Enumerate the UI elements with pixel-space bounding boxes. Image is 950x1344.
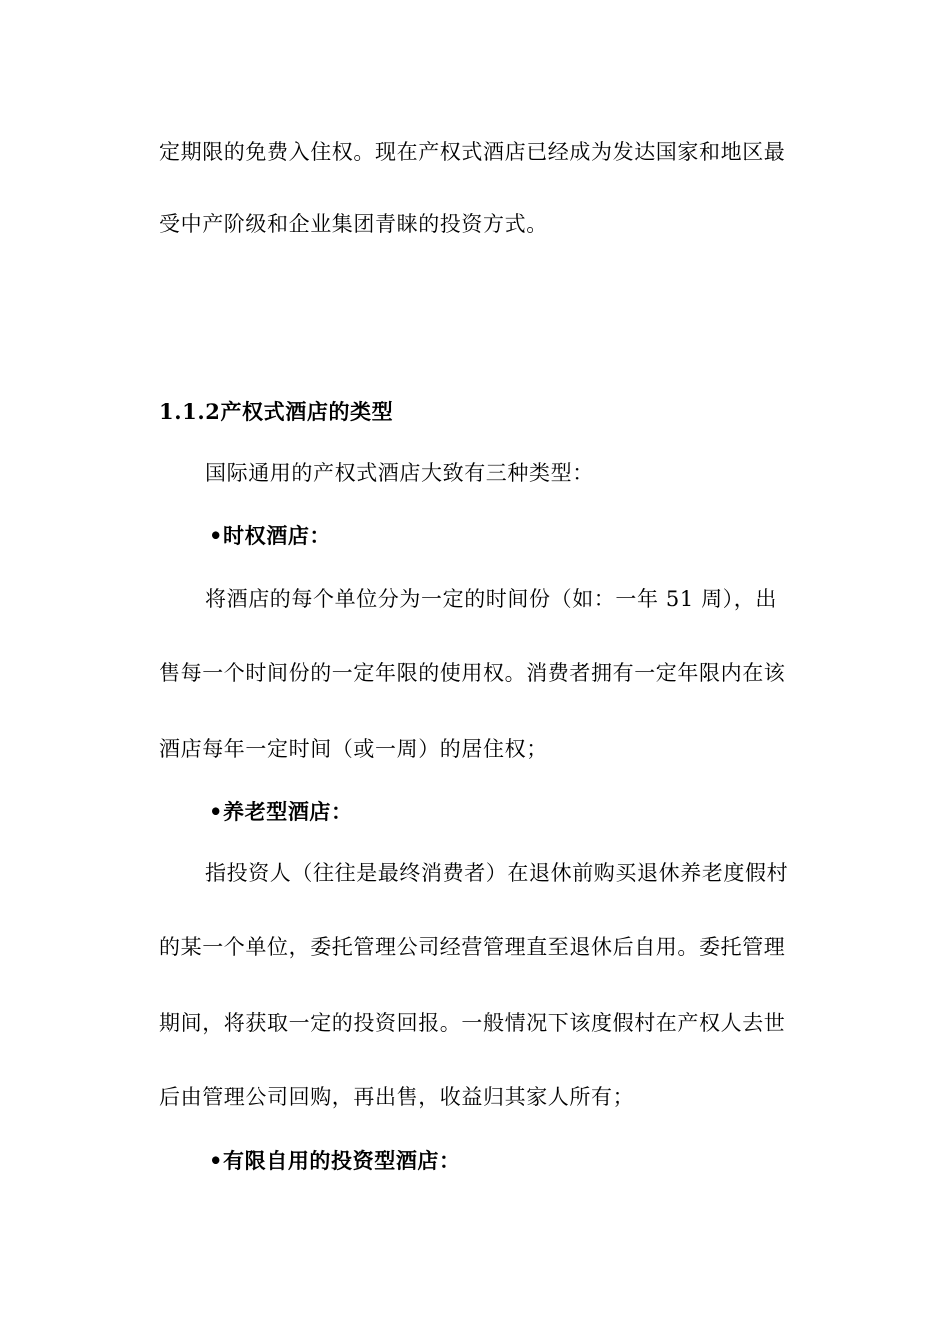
intro-line-1: 定期限的免费入住权。现在产权式酒店已经成为发达国家和地区最 xyxy=(159,140,786,164)
retirement-line-4: 后由管理公司回购，再出售，收益归其家人所有； xyxy=(159,1085,635,1109)
timeshare-line-3: 酒店每年一定时间（或一周）的居住权； xyxy=(159,737,548,761)
retirement-line-1: 指投资人（往往是最终消费者）在退休前购买退休养老度假村 xyxy=(205,861,789,885)
section-lead: 国际通用的产权式酒店大致有三种类型： xyxy=(205,461,594,485)
retirement-line-2: 的某一个单位，委托管理公司经营管理直至退休后自用。委托管理 xyxy=(159,935,786,959)
retirement-line-3: 期间，将获取一定的投资回报。一般情况下该度假村在产权人去世 xyxy=(159,1011,786,1035)
section-heading: 1.1.2产权式酒店的类型 xyxy=(159,399,394,424)
intro-line-2: 受中产阶级和企业集团青睐的投资方式。 xyxy=(159,212,548,236)
timeshare-line-2: 售每一个时间份的一定年限的使用权。消费者拥有一定年限内在该 xyxy=(159,661,786,685)
timeshare-line-1: 将酒店的每个单位分为一定的时间份（如：一年 51 周），出 xyxy=(205,587,777,611)
type-title-retirement: •养老型酒店： xyxy=(209,799,353,824)
type-title-investment: •有限自用的投资型酒店： xyxy=(209,1148,461,1173)
type-title-timeshare: •时权酒店： xyxy=(209,523,332,548)
